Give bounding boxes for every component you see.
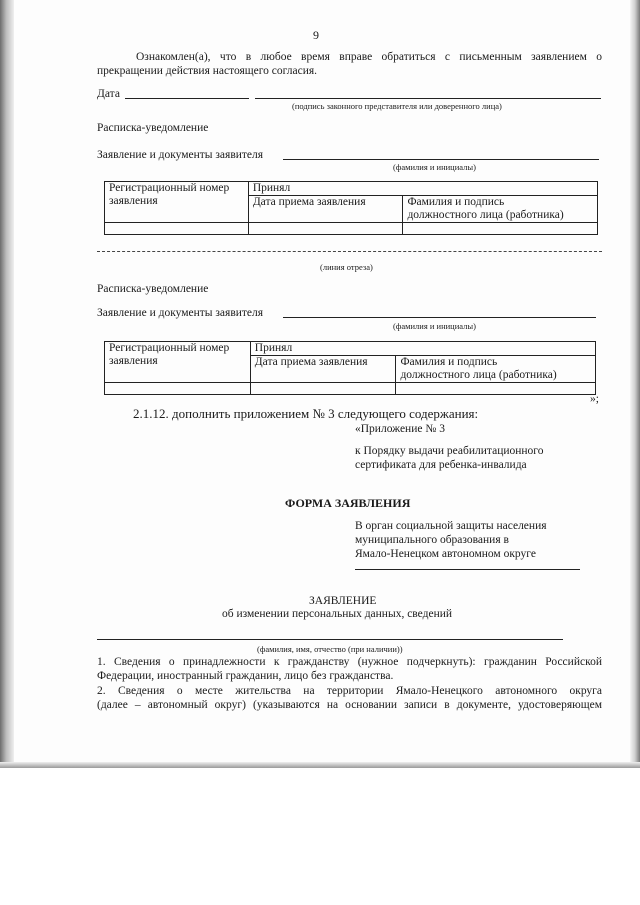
fio-line [97,639,563,640]
fio-caption: (фамилия, имя, отчество (при наличии)) [257,644,403,654]
date-received-header-2: Дата приема заявления [250,356,396,383]
reg-number-header-2: Регистрационный номер заявления [105,342,251,383]
date-received-cell-2 [250,383,396,395]
registration-table-1 [104,181,598,235]
item-1-line-1: 1. Сведения о принадлежности к гражданству (нужное подчеркнуть): гражданин Российской [97,656,602,668]
receipt-title-1: Расписка-уведомление [97,122,209,134]
scan-left-edge [0,0,14,768]
form-title: ФОРМА ЗАЯВЛЕНИЯ [285,496,411,510]
end-quote-mark: »; [590,393,599,405]
item-2-line-2: (далее – автономный округ) (указываются на основании записи в документе, удостоверяющем [97,699,602,711]
appendix-line-3: сертификата для ребенка-инвалида [355,459,527,471]
reg-number-cell-2 [105,383,251,395]
item-1-line-2: Федерации, иностранный гражданин, лицо без гражданства. [97,670,394,682]
date-label: Дата [97,88,120,100]
name-caption-1: (фамилия и инициалы) [393,162,476,172]
signature-caption: (подпись законного представителя или доверенного лица) [292,101,502,111]
addressee-line-1: В орган социальной защиты населения [355,520,547,532]
date-received-cell [248,223,403,235]
addressee-blank-line [355,569,580,570]
intro-line-1: Ознакомлен(а), что в любое время вправе обратиться с письменным заявлением о [136,51,602,63]
appendix-line-2: к Порядку выдачи реабилитационного [355,445,544,457]
amendment-text: 2.1.12. дополнить приложением № 3 следующего содержания: [133,406,479,421]
statement-title: ЗАЯВЛЕНИЕ [309,595,377,607]
cut-line [97,251,602,252]
official-signature-header-2: Фамилия и подпись должностного лица (работника) [396,356,596,383]
intro-line-2: прекращении действия настоящего согласия. [97,65,318,77]
accepted-header: Принял [248,182,597,196]
addressee-line-3: Ямало-Ненецком автономном округе [355,548,536,560]
date-line [125,98,249,99]
cut-line-caption: (линия отреза) [320,262,373,272]
reg-number-header: Регистрационный номер заявления [105,182,249,223]
addressee-line-2: муниципального образования в [355,534,509,546]
item-2-line-1: 2. Сведения о месте жительства на территории Ямало-Ненецкого автономного округа [97,685,602,697]
docs-name-line-1 [283,159,599,160]
receipt-title-2: Расписка-уведомление [97,283,209,295]
docs-name-line-2 [283,317,596,318]
page-number: 9 [313,28,319,42]
accepted-header-2: Принял [250,342,595,356]
docs-label-1: Заявление и документы заявителя [97,149,264,161]
scan-right-edge [630,0,640,768]
official-signature-cell [403,223,598,235]
reg-number-cell [105,223,249,235]
scan-bottom-edge [0,762,640,768]
official-signature-header: Фамилия и подпись должностного лица (работника) [403,196,598,223]
name-caption-2: (фамилия и инициалы) [393,321,476,331]
signature-line [255,98,601,99]
docs-label-2: Заявление и документы заявителя [97,307,264,319]
appendix-line-1: «Приложение № 3 [355,423,445,435]
statement-subtitle: об изменении персональных данных, сведений [222,608,453,620]
registration-table-2 [104,341,596,395]
official-signature-cell-2 [396,383,596,395]
date-received-header: Дата приема заявления [248,196,403,223]
